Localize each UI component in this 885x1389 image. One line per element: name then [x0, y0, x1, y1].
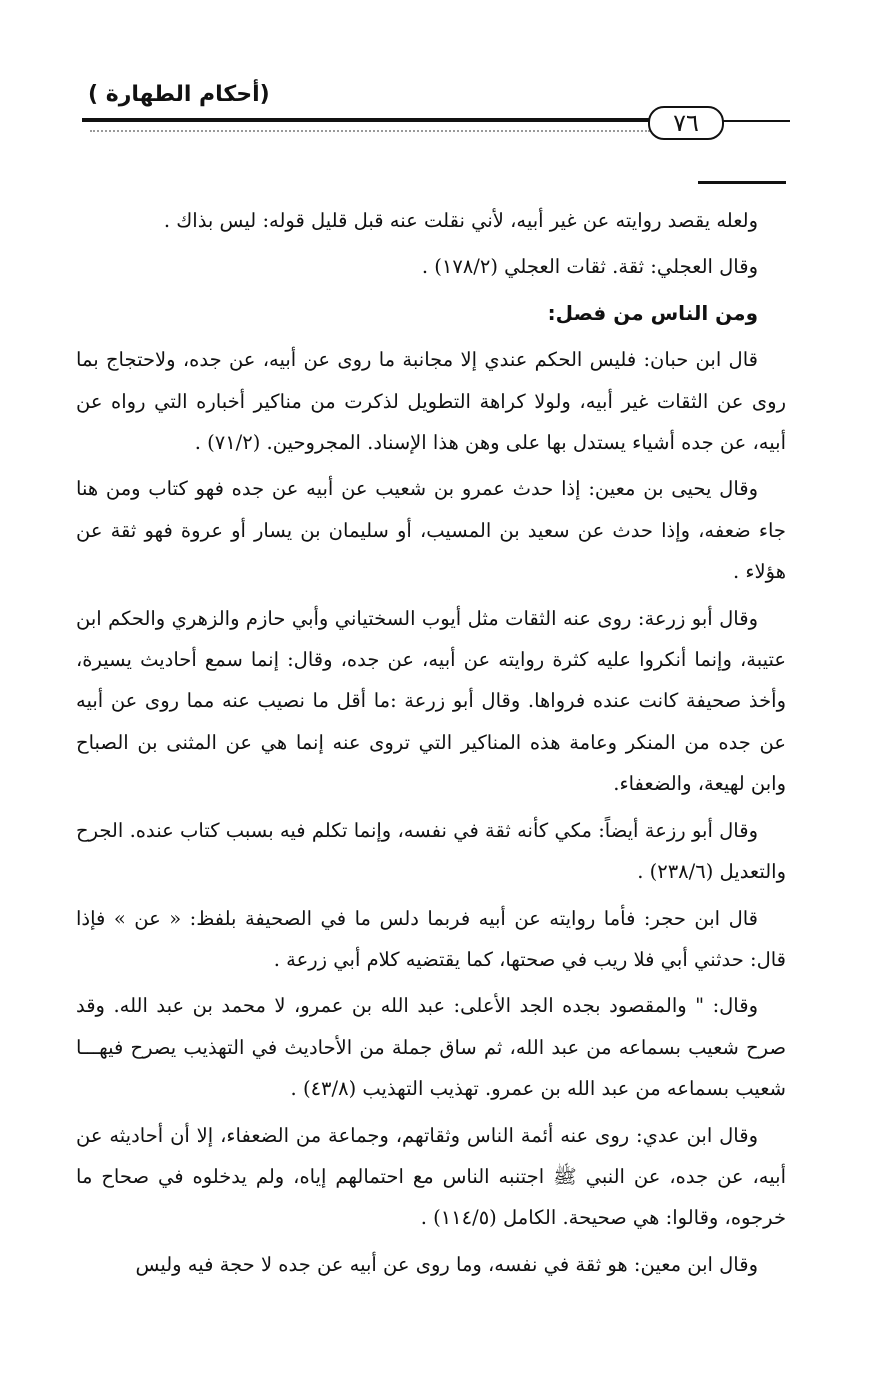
paragraph: قال ابن حبان: فليس الحكم عندي إلا مجانبة ما روى عن أبيه، عن جده، ولاحتجاج بما روى عن الثقات غير أبيه، ولولا كراهة التطويل لذكرت من مناكير أخباره التي رواه عن أبيه، عن جده أشياء يستدل بها على وهن هذا الإسناد. المجروحين. (٧١/٢) . — [76, 348, 786, 455]
header-rule — [82, 118, 722, 122]
paragraph: وقال العجلي: ثقة. ثقات العجلي (١٧٨/٢) . — [421, 255, 758, 279]
paragraph: وقال: " والمقصود بجده الجد الأعلى: عبد الله بن عمرو، لا محمد بن عبد الله. وقد صرح شعيب بسماعه من عبد الله، ثم ساق جملة من الأحاديث في التهذيب يصرح فيهـــا شعيب بسماعه من عبد الله بن عمرو. تهذيب التهذيب (٤٣/٨) . — [76, 994, 786, 1101]
page-number: ٧٦ — [648, 106, 724, 140]
footnote-separator-rule — [698, 181, 786, 184]
paragraph: ولعله يقصد روايته عن غير أبيه، لأني نقلت عنه قبل قليل قوله: ليس بذاك . — [163, 209, 758, 232]
header-rule-right — [720, 120, 790, 122]
book-title: (أحكام الطهارة ) — [88, 82, 270, 107]
page-header — [0, 0, 885, 150]
paragraph: وقال أبو رزعة أيضاً: مكي كأنه ثقة في نفسه، وإنما تكلم فيه بسبب كتاب عنده. الجرح والتعديل (٢٣٨/٦) . — [76, 818, 786, 884]
header-dotted-line — [90, 130, 650, 134]
page-body — [76, 200, 786, 1290]
paragraph: وقال ابن عدي: روى عنه أئمة الناس وثقاتهم، وجماعة من الضعفاء، إلا أن أحاديثه عن أبيه، عن جده، عن النبي ﷺ اجتنبه الناس مع احتمالهم إياه، ولم يدخلوه في صحاح ما خرجوه، وقالوا: هي صحيحة. الكامل (١١٤/٥) . — [76, 1123, 786, 1230]
paragraph: وقال أبو زرعة: روى عنه الثقات مثل أيوب السختياني وأبي حازم والزهري والحكم ابن عتيبة، وإنما أنكروا عليه كثرة روايته عن أبيه، عن جده، وقال: إنما سمع أحاديث يسيرة، وأخذ صحيفة كانت عنده فرواها. وقال أبو زرعة :ما أقل ما نصيب عنه مما روى عن أبيه عن جده من المنكر وعامة هذه المناكير التي تروى عنه إنما هي عن المثنى بن الصباح وابن لهيعة، والضعفاء. — [76, 606, 786, 796]
section-heading: ومن الناس من فصل: — [547, 300, 758, 325]
paragraph: وقال ابن معين: هو ثقة في نفسه، وما روى عن أبيه عن جده لا حجة فيه وليس — [135, 1252, 758, 1276]
paragraph: وقال يحيى بن معين: إذا حدث عمرو بن شعيب عن أبيه عن جده فهو كتاب ومن هنا جاء ضعفه، وإذا حدث عن سعيد بن المسيب، أو سليمان بن يسار أو عروة فهو ثقة عن هؤلاء . — [76, 477, 786, 584]
paragraph: قال ابن حجر: فأما روايته عن أبيه فربما دلس ما في الصحيفة بلفظ: « عن » فإذا قال: حدثني أبي فلا ريب في صحتها، كما يقتضيه كلام أبي زرعة . — [76, 906, 786, 971]
